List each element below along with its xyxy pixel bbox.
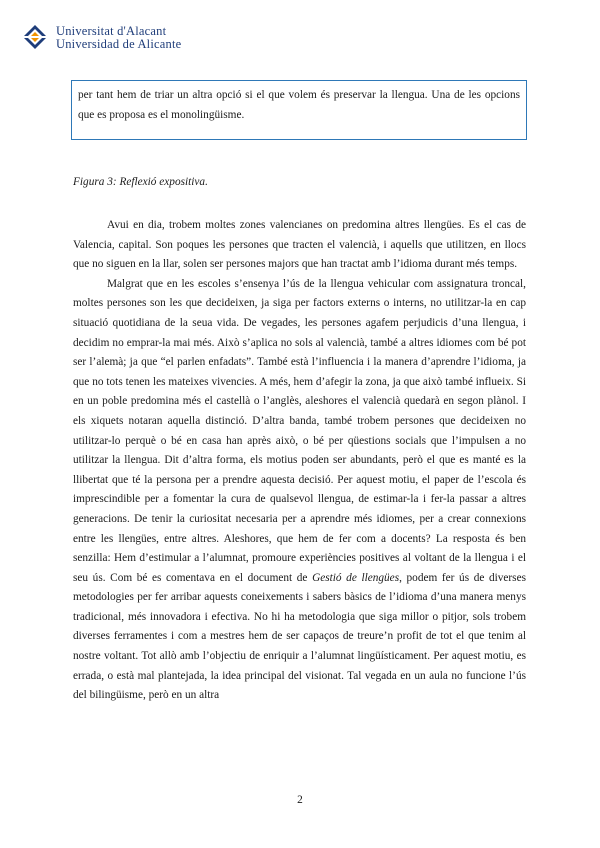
- university-name-valencian: Universitat d'Alacant: [56, 24, 167, 38]
- paragraph-1: Avui en dia, trobem moltes zones valencianes on predomina altres llengües. Es el cas de Valencia, capital. Son poques les persones que tracten el valencià, i aquells que utilitzen, en llocs que no siguen en la llar, solen ser persones majors que han tractat amb l’idioma durant més temps.: [73, 219, 526, 271]
- figure-caption: Figura 3: Reflexió expositiva.: [73, 176, 208, 188]
- page-number: 2: [297, 794, 303, 806]
- university-name-spanish: Universidad de Alicante: [56, 36, 182, 51]
- paragraph-2-part-2: , podem fer ús de diverses metodologies per fer arribar aquests coneixements i sabers bàsics de l’idioma d’una manera menys tradicional, més innovadora i efectiva. No hi ha metodologia que siga millor o pitjor, sols trobem diverses ferramentes i com a mestres hem de ser capaços de treure’n profit de tot el que tenim al nostre voltant. Tot allò amb l’objectiu de enriquir a l’alumnat lingüísticament. Per aquest motiu, es errada, o està mal plantejada, la idea principal del visionat. Tal vegada en un aula no funcione l’ús del bilingüisme, però en un altra: [73, 571, 526, 702]
- university-name: [56, 25, 181, 50]
- body-text: [73, 216, 526, 706]
- quote-box: [71, 80, 527, 140]
- quote-box-text: per tant hem de triar un altra opció si el que volem és preservar la llengua. Una de les opcions que es proposa es el monolingüisme.: [78, 89, 520, 121]
- document-title-emphasis: Gestió de llengües: [312, 571, 400, 584]
- university-logo-icon: [22, 24, 48, 50]
- paragraph-2: [73, 275, 526, 706]
- paragraph-2-part-1: Malgrat que en les escoles s’ensenya l’ús de la llengua vehicular com assignatura troncal, moltes persones son les que decideixen, ja siga per factors externs o interns, no utilitzar-la en cap situació quotidiana de la seua vida. De vegades, les persones agafem perjudicis d’una llengua, i decidim no emprar-la mai més. Això s’aplica no sols al valencià, també a altres idiomes com bé pot ser l’alemà; ja que “el parlen enfadats”. També està l’influencia i la manera d’aprendre l’idioma, ja que no tots tenen les mateixes vivencies. A més, hem d’afegir la zona, ja que això també influeix. Si en un poble predomina més el castellà o l’anglès, aleshores el valencià quedarà en segon plànol. I els xiquets notaran aquella distinció. D’altra banda, també trobem persones que decideixen no utilitzar-lo perquè o bé en casa han après això, o bé per qüestions socials que l’impulsen a no utilitzar la llengua. Dit d’altra forma, els motius poden ser abundants, però el que es manté es la llibertat que té la persona per a prendre aquesta decisió. Per aquest motiu, el paper de l’escola és imprescindible per a fomentar la cura de qualsevol llengua, de estimar-la i fer-la passar a altres generacions. De tenir la curiositat necesaria per a aprendre més idiomes, per a crear connexions entre les llengües, entre altres. Aleshores, que hem de fer com a docents? La resposta és ben senzilla: Hem d’estimular a l’alumnat, promoure experiències positives al voltant de la llengua i el seu ús. Com bé es comentava en el document de: [73, 277, 526, 584]
